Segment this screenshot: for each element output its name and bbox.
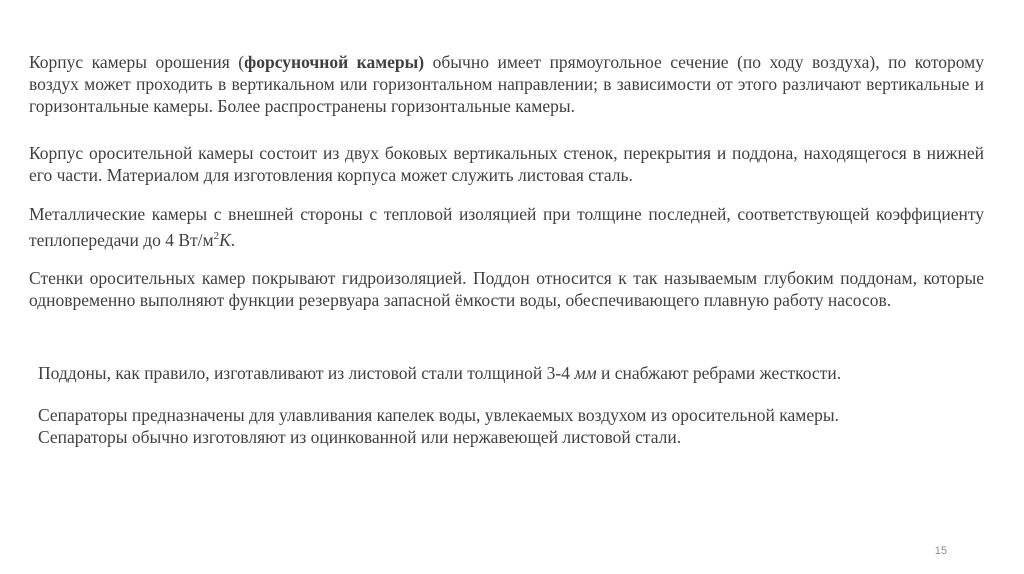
p5-text-before: Поддоны, как правило, изготавливают из листовой стали толщиной 3-4	[38, 363, 575, 383]
p6-line1: Сепараторы предназначены для улавливания капелек воды, увлекаемых воздухом из оросительной камеры.	[38, 405, 840, 425]
p3-text-before: Металлические камеры с внешней стороны с тепловой изоляцией при толщине последней, соответствующей коэффициенту теплопередачи до 4 Вт/м	[29, 204, 984, 250]
p3-superscript: 2	[213, 230, 220, 242]
p1-text-before: Корпус камеры орошения (	[29, 52, 245, 72]
page-number: 15	[934, 545, 947, 557]
paragraph-metal-chambers	[29, 203, 984, 251]
p2-text: Корпус оросительной камеры состоит из двух боковых вертикальных стенок, перекрытия и поддона, находящегося в нижней его части. Материалом для изготовления корпуса может служить листовая сталь.	[29, 143, 984, 185]
paragraph-chamber-structure	[29, 142, 984, 186]
paragraph-spray-chamber-body	[29, 51, 984, 117]
paragraph-waterproofing	[29, 267, 984, 311]
p1-bold-term: форсуночной камеры)	[244, 52, 425, 72]
p6-line2: Сепараторы обычно изготовляют из оцинкованной или нержавеющей листовой стали.	[38, 427, 682, 447]
paragraph-pallets	[38, 362, 984, 384]
p5-unit: мм	[574, 363, 597, 383]
paragraph-separators	[38, 404, 984, 448]
p3-unit: К	[219, 229, 231, 250]
p1-text-after: обычно имеет прямоугольное сечение (по ходу воздуха), по которому воздух может проходить в вертикальном или горизонтальном направлении; в зависимости от этого различают вертикальные и горизонтальные камеры. Более распространены горизонтальные камеры.	[29, 52, 985, 116]
p4-text: Стенки оросительных камер покрывают гидроизоляцией. Поддон относится к так называемым глубоким поддонам, которые одновременно выполняют функции резервуара запасной ёмкости воды, обеспечивающего плавную работу насосов.	[29, 268, 984, 310]
p3-text-after: .	[230, 229, 236, 250]
p5-text-after: и снабжают ребрами жесткости.	[596, 363, 842, 383]
